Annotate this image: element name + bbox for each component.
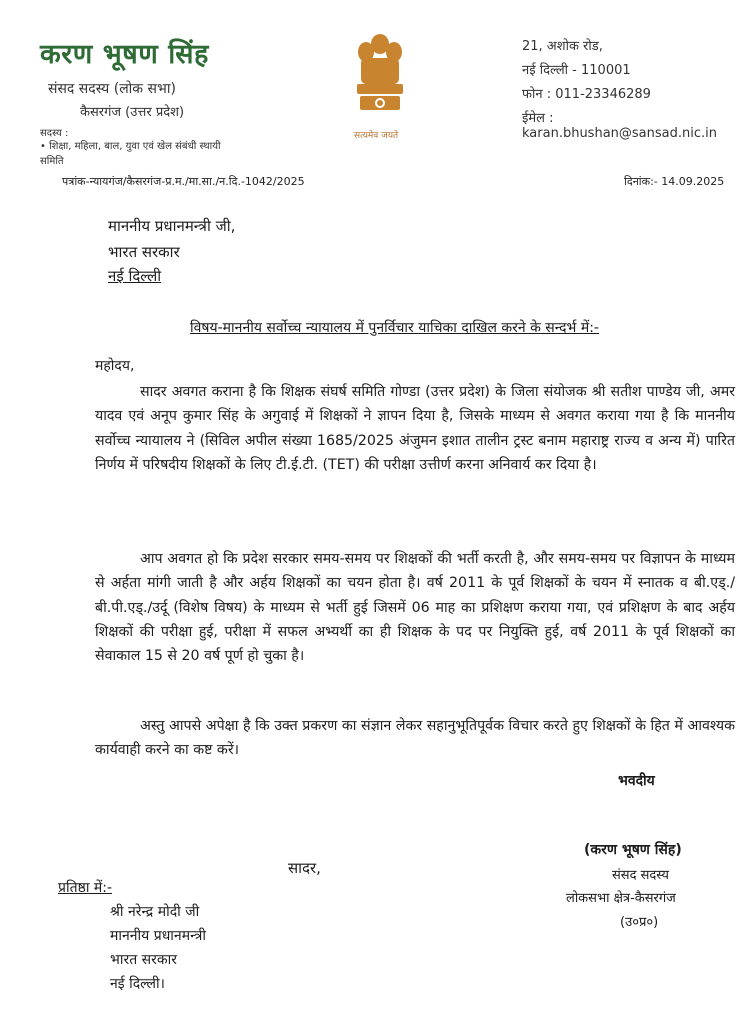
addressee-line: नई दिल्ली [108, 267, 162, 285]
paragraph-text: अस्तु आपसे अपेक्षा है कि उक्त प्रकरण का संज्ञान लेकर सहानुभूतिपूर्वक विचार करते हुए शिक्षकों के हित में आवश्यक कार्यवाही करने का कष्ट करें। [95, 718, 735, 759]
address-line: नई दिल्ली - 110001 [522, 63, 631, 78]
national-emblem-icon [352, 28, 408, 120]
signatory-constituency: लोकसभा क्षेत्र-कैसरगंज [566, 891, 676, 906]
copy-to-line: श्री नरेन्द्र मोदी जी [110, 904, 200, 920]
reference-number: पत्रांक-न्यायगंज/कैसरगंज-प्र.म./मा.सा./न.दि.-1042/2025 [62, 175, 305, 188]
sender-name: करण भूषण सिंह [40, 39, 209, 70]
copy-to-line: भारत सरकार [110, 952, 177, 968]
paragraph-text: सादर अवगत कराना है कि शिक्षक संघर्ष समिति गोण्डा (उत्तर प्रदेश) के जिला संयोजक श्री सतीश पाण्डेय जी, अमर यादव एवं अनूप कुमार सिंह के अगुवाई में शिक्षकों ने ज्ञापन दिया है, जिसके माध्यम से अवगत कराया गया है कि माननीय सर्वोच्च न्यायालय ने (सिविल अपील संख्या 1685/2025 अंजुमन इशात तालीन ट्रस्ट बनाम महाराष्ट्र राज्य व अन्य में) पारित निर्णय में परिषदीय शिक्षकों के लिए टी.ई.टी. (TET) की परीक्षा उत्तीर्ण करना अनिवार्य कर दिया है। [95, 384, 735, 473]
signatory-designation: संसद सदस्य [612, 868, 669, 883]
subject-line: विषय-माननीय सर्वोच्च न्यायालय में पुनर्विचार याचिका दाखिल करने के सन्दर्भ में:- [190, 320, 599, 336]
phone-line: फोन : 011-23346289 [522, 87, 651, 102]
member-label: सदस्य : [40, 128, 69, 139]
signatory-name: (करण भूषण सिंह) [584, 842, 682, 858]
sadar: सादर, [288, 859, 321, 877]
addressee-line: भारत सरकार [108, 243, 180, 261]
salutation: महोदय, [95, 358, 135, 374]
emblem-motto: सत्यमेव जयते [354, 131, 399, 141]
address-line: 21, अशोक रोड, [522, 39, 603, 54]
closing: भवदीय [618, 773, 655, 789]
body-paragraph [95, 547, 735, 668]
body-paragraph [95, 380, 735, 477]
email-line: ईमेल : karan.bhushan@sansad.nic.in [522, 111, 717, 141]
letter-date: दिनांक:- 14.09.2025 [624, 175, 725, 188]
sender-designation: संसद सदस्य (लोक सभा) [48, 81, 176, 97]
copy-to-label: प्रतिष्ठा में:- [58, 880, 113, 896]
addressee-line: माननीय प्रधानमन्त्री जी, [108, 217, 236, 235]
copy-to-line: नई दिल्ली। [110, 976, 165, 992]
sender-constituency: कैसरगंज (उत्तर प्रदेश) [80, 105, 185, 120]
body-paragraph [95, 714, 735, 763]
signatory-state: (उ०प्र०) [620, 915, 659, 930]
committee-line: • शिक्षा, महिला, बाल, युवा एवं खेल संबंधी स्थायी समिति [40, 141, 221, 167]
copy-to-line: माननीय प्रधानमन्त्री [110, 928, 206, 944]
paragraph-text: आप अवगत हो कि प्रदेश सरकार समय-समय पर शिक्षकों की भर्ती करती है, और समय-समय पर विज्ञापन के माध्यम से अर्हता मांगी जाती है और अर्हय शिक्षकों का चयन होता है। वर्ष 2011 के पूर्व शिक्षकों के चयन में स्नातक व बी.एड्./बी.पी.एड्./उर्दू (विशेष विषय) के माध्यम से भर्ती हुई जिसमें 06 माह का प्रशिक्षण कराया गया, एवं प्रशिक्षण के बाद अर्हय शिक्षकों की परीक्षा हुई, परीक्षा में सफल अभ्यर्थी का ही शिक्षक के पद पर नियुक्ति हुई, वर्ष 2011 के पूर्व शिक्षकों का सेवाकाल 15 से 20 वर्ष पूर्ण हो चुका है। [95, 551, 735, 665]
